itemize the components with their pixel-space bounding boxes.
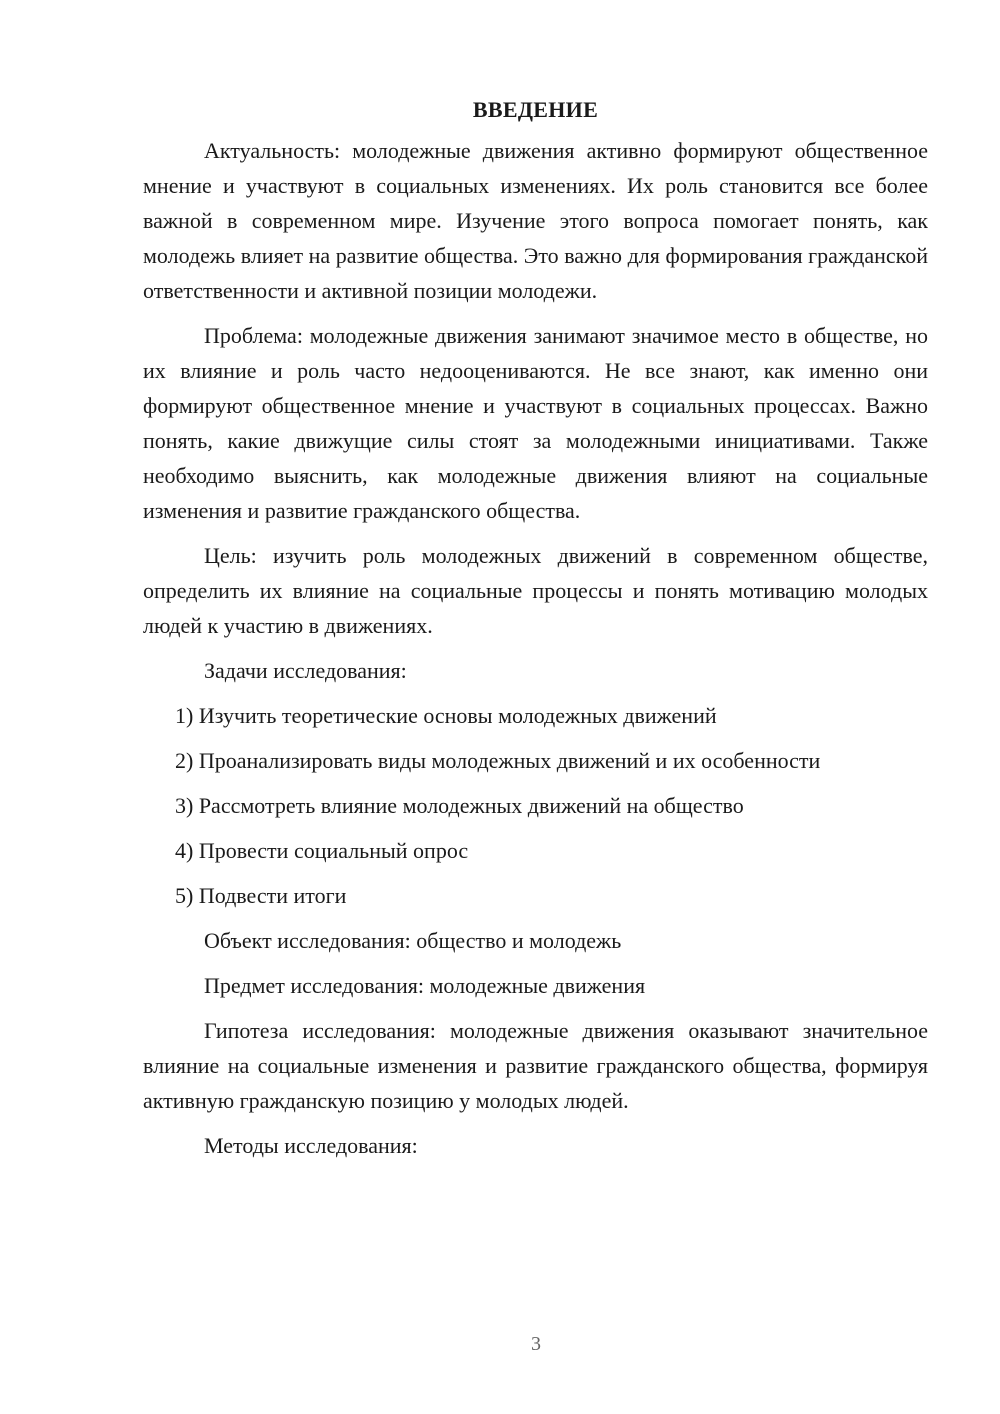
list-item: 5) Подвести итоги — [175, 883, 347, 908]
list-item: 1) Изучить теоретические основы молодежных движений — [175, 703, 717, 728]
page-number: 3 — [531, 1333, 541, 1355]
methods-heading: Методы исследования: — [204, 1133, 418, 1158]
list-item: 3) Рассмотреть влияние молодежных движений на общество — [175, 793, 744, 818]
list-item: 4) Провести социальный опрос — [175, 838, 469, 863]
paragraph-goal: Цель: изучить роль молодежных движений в современном обществе, определить их влияние на социальные процессы и понять мотивацию молодых людей к участию в движениях. — [143, 543, 928, 638]
paragraph-hypothesis: Гипотеза исследования: молодежные движения оказывают значительное влияние на социальные изменения и развитие гражданского общества, формируя активную гражданскую позицию у молодых людей. — [143, 1018, 928, 1113]
research-subject: Предмет исследования: молодежные движения — [204, 973, 646, 998]
list-item: 2) Проанализировать виды молодежных движений и их особенности — [175, 748, 821, 773]
document-page — [143, 92, 928, 1173]
tasks-list — [143, 698, 928, 913]
section-title: ВВЕДЕНИЕ — [472, 97, 599, 122]
tasks-heading: Задачи исследования: — [204, 658, 407, 683]
paragraph-problem: Проблема: молодежные движения занимают значимое место в обществе, но их влияние и роль часто недооцениваются. Не все знают, как именно они формируют общественное мнение и участвуют в социальных процессах. Важно понять, какие движущие силы стоят за молодежными инициативами. Также необходимо выяснить, как молодежные движения влияют на социальные изменения и развитие гражданского общества. — [143, 323, 928, 523]
paragraph-actuality: Актуальность: молодежные движения активно формируют общественное мнение и участвуют в социальных изменениях. Их роль становится все более важной в современном мире. Изучение этого вопроса помогает понять, как молодежь влияет на развитие общества. Это важно для формирования гражданской ответственности и активной позиции молодежи. — [143, 138, 928, 303]
research-object: Объект исследования: общество и молодежь — [204, 928, 622, 953]
